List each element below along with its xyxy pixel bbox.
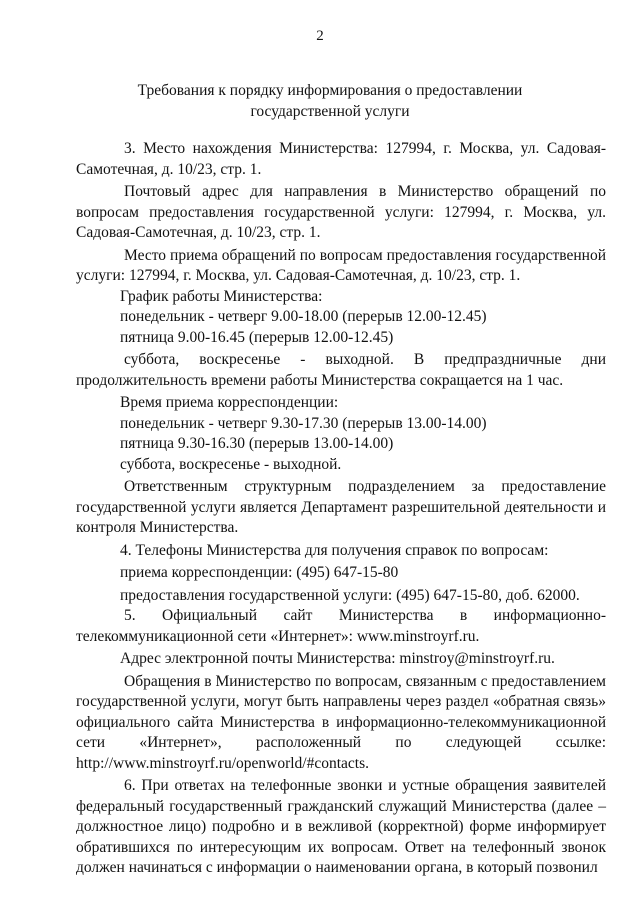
page-number: 2	[316, 28, 324, 44]
document-body	[76, 139, 606, 879]
phone-correspondence: приема корреспонденции: (495) 647-15-80	[120, 564, 399, 581]
correspondence-weekend: суббота, воскресенье - выходной.	[120, 455, 342, 473]
paragraph-phones-heading: 4. Телефоны Министерства для получения справок по вопросам:	[120, 541, 549, 559]
section-title	[60, 80, 600, 122]
paragraph-location: 3. Место нахождения Министерства: 127994, г. Москва, ул. Садовая-Самотечная, д. 10/23, стр. 1.	[76, 140, 606, 178]
correspondence-friday: пятница 9.30-16.30 (перерыв 13.00-14.00)	[120, 435, 394, 452]
paragraph-email: Адрес электронной почты Министерства: minstroy@minstroyrf.ru.	[120, 650, 555, 667]
correspondence-mon-thu: понедельник - четверг 9.30-17.30 (перерыв 13.00-14.00)	[120, 414, 487, 432]
paragraph-phone-answers: 6. При ответах на телефонные звонки и устные обращения заявителей федеральный государственный гражданский служащий Министерства (далее – должностное лицо) подробно и в вежливой (корректной) форме информирует обратившихся по интересующим их вопросам. Ответ на телефонный звонок должен начинаться с информации о наименовании органа, в который позвонил	[76, 777, 606, 876]
section-title-line-1: Требования к порядку информирования о предоставлении	[137, 82, 523, 99]
paragraph-official-site: 5. Официальный сайт Министерства в информационно-телекоммуникационной сети «Интернет»: www.minstroyrf.ru.	[76, 607, 606, 645]
paragraph-reception-place: Место приема обращений по вопросам предоставления государственной услуги: 127994, г. Москва, ул. Садовая-Самотечная, д. 10/23, стр. 1.	[76, 246, 606, 284]
paragraph-postal-address: Почтовый адрес для направления в Министерство обращений по вопросам предоставления государственной услуги: 127994, г. Москва, ул. Садовая-Самотечная, д. 10/23, стр. 1.	[76, 183, 606, 241]
schedule-mon-thu: понедельник - четверг 9.00-18.00 (перерыв 12.00-12.45)	[120, 308, 487, 325]
phone-service: предоставления государственной услуги: (495) 647-15-80, доб. 62000.	[120, 586, 580, 604]
paragraph-responsible-department: Ответственным структурным подразделением за предоставление государственной услуги является Департамент разрешительной деятельности и контроля Министерства.	[76, 478, 606, 536]
schedule-friday: пятница 9.00-16.45 (перерыв 12.00-12.45)	[120, 328, 394, 346]
schedule-weekend: суббота, воскресенье - выходной. В предпраздничные дни продолжительность времени работы Министерства сокращается на 1 час.	[76, 351, 606, 389]
paragraph-correspondence-heading: Время приема корреспонденции:	[120, 394, 339, 411]
section-title-line-2: государственной услуги	[250, 103, 410, 120]
paragraph-feedback: Обращения в Министерство по вопросам, связанным с предоставлением государственной услуги, могут быть направлены через раздел «обратная связь» официального сайта Министерства в информационно-телекоммуникационной сети «Интернет», расположенный по следующей ссылке: http://www.minstroyrf.ru/openworld/#contacts.	[76, 672, 606, 772]
paragraph-work-schedule-heading: График работы Министерства:	[120, 287, 323, 305]
